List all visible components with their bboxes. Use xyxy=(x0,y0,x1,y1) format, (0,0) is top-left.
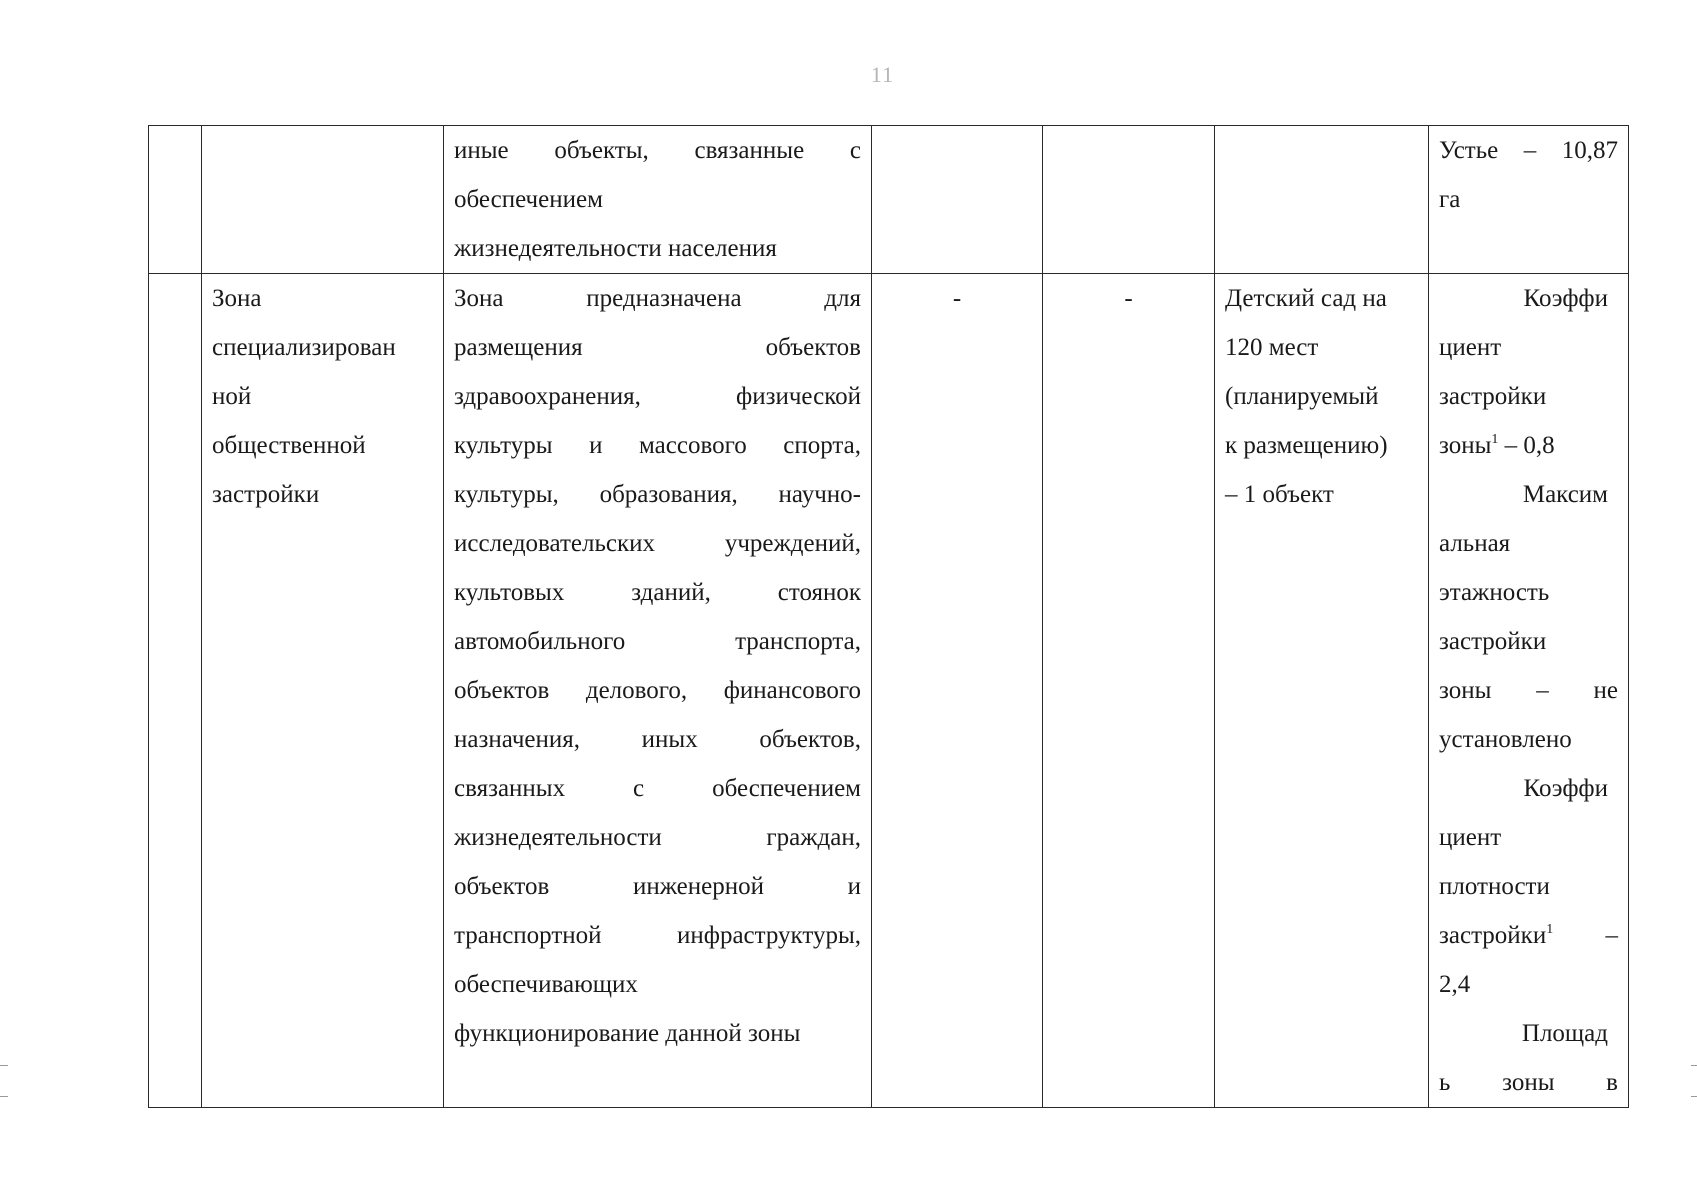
text-line: Зона xyxy=(212,285,262,312)
cell-planned xyxy=(1215,274,1429,1108)
text-line: обеспечивающих xyxy=(454,971,638,998)
cell-number xyxy=(149,274,202,1108)
cell-number xyxy=(149,126,202,274)
text-line: Коэффи xyxy=(1523,775,1608,802)
zones-table xyxy=(148,125,1629,1108)
cell-params xyxy=(1429,126,1629,274)
text-line: установлено xyxy=(1439,726,1572,753)
text-line: Зона предназначена для xyxy=(454,285,861,312)
text-line: – 1 объект xyxy=(1225,481,1334,508)
text-line: обеспечением xyxy=(454,186,603,213)
text-line xyxy=(1439,911,1618,960)
cell-description xyxy=(444,126,872,274)
text-line: жизнедеятельности граждан, xyxy=(454,824,861,851)
footnote-mark: 1 xyxy=(1491,432,1499,447)
text-line: (планируемый xyxy=(1225,383,1379,410)
cell-col5 xyxy=(1043,126,1215,274)
param-dash: – xyxy=(1553,922,1618,949)
text-line: исследовательских учреждений, xyxy=(454,530,861,557)
text-line: ной xyxy=(212,383,252,410)
text-line: назначения, иных объектов, xyxy=(454,726,861,753)
text-line: га xyxy=(1439,186,1461,213)
text-line: общественной xyxy=(212,432,366,459)
text-line: размещения объектов xyxy=(454,334,861,361)
text-line: здравоохранения, физической xyxy=(454,383,861,410)
text-line: связанных с обеспечением xyxy=(454,775,861,802)
cell-col4 xyxy=(872,126,1043,274)
text-line: автомобильного транспорта, xyxy=(454,628,861,655)
cell-zone-name xyxy=(202,126,444,274)
text-line: плотности xyxy=(1439,873,1550,900)
text-line: иные объекты, связанные с xyxy=(454,137,861,164)
param-label: зоны xyxy=(1439,432,1492,459)
scan-edge-mark xyxy=(0,1065,8,1097)
text-line: ь зоны в xyxy=(1439,1069,1618,1096)
text-line: к размещению) xyxy=(1225,432,1388,459)
text-line: Максим xyxy=(1522,481,1608,508)
text-line: культуры, образования, научно- xyxy=(454,481,861,508)
text-line: циент xyxy=(1439,334,1502,361)
table-row xyxy=(149,274,1629,1108)
cell-params xyxy=(1429,274,1629,1108)
text-line: функционирование данной зоны xyxy=(454,1020,801,1047)
text-line: культуры и массового спорта, xyxy=(454,432,861,459)
text-line: культовых зданий, стоянок xyxy=(454,579,861,606)
param-value: – 0,8 xyxy=(1498,432,1555,459)
text-line: застройки xyxy=(1439,628,1547,655)
cell-col5: - xyxy=(1043,274,1215,1108)
scan-edge-mark xyxy=(1691,1065,1697,1097)
cell-col4: - xyxy=(872,274,1043,1108)
text-line xyxy=(1439,421,1618,470)
text-line: альная xyxy=(1439,530,1511,557)
text-line: Коэффи xyxy=(1523,285,1608,312)
text-line: объектов делового, финансового xyxy=(454,677,861,704)
text-line: Детский сад на xyxy=(1225,285,1387,312)
text-line: специализирован xyxy=(212,334,396,361)
text-line: этажность xyxy=(1439,579,1550,606)
cell-planned xyxy=(1215,126,1429,274)
cell-zone-name xyxy=(202,274,444,1108)
param-label: застройки xyxy=(1439,922,1547,949)
page-number: 11 xyxy=(870,62,895,87)
footnote-mark: 1 xyxy=(1546,922,1554,937)
text-line: Площад xyxy=(1521,1020,1608,1047)
text-line: 2,4 xyxy=(1439,971,1471,998)
table-row xyxy=(149,126,1629,274)
text-line: жизнедеятельности населения xyxy=(454,235,777,262)
text-line: объектов инженерной и xyxy=(454,873,861,900)
text-line: циент xyxy=(1439,824,1502,851)
text-line: Устье – 10,87 xyxy=(1439,137,1618,164)
text-line: 120 мест xyxy=(1225,334,1319,361)
text-line: застройки xyxy=(1439,383,1547,410)
text-line: транспортной инфраструктуры, xyxy=(454,922,861,949)
text-line: зоны – не xyxy=(1439,677,1618,704)
text-line: застройки xyxy=(212,481,320,508)
cell-description xyxy=(444,274,872,1108)
